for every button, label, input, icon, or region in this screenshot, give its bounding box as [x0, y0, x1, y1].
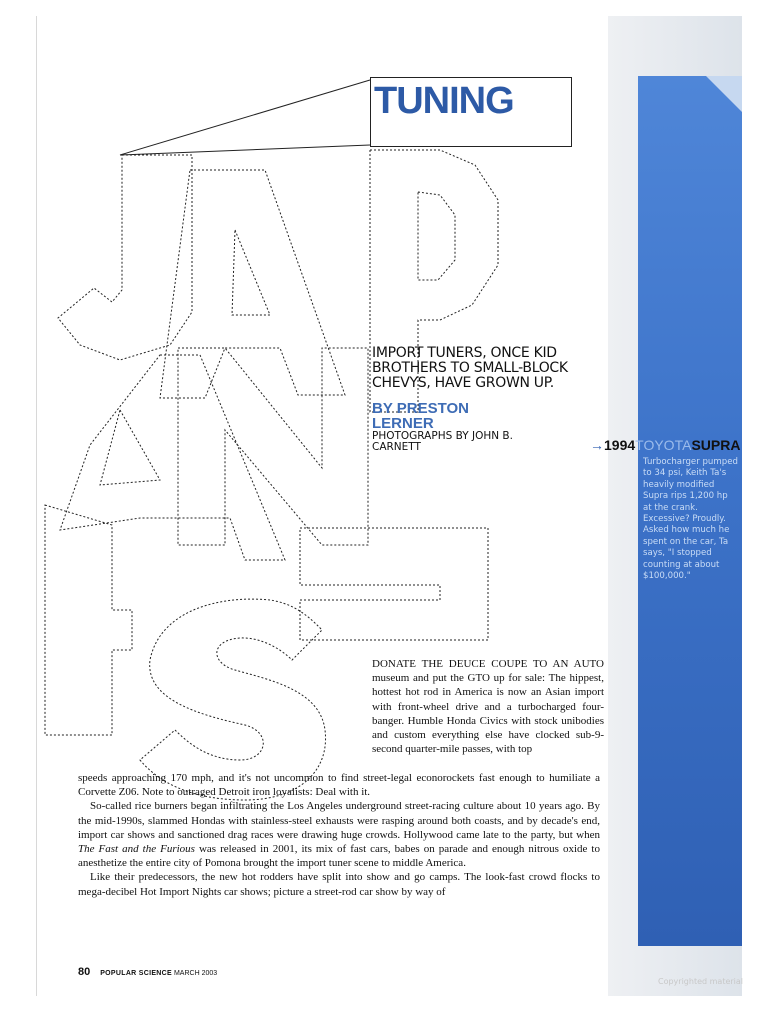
page-footer	[78, 966, 217, 978]
headline-tuning: TUNING	[374, 80, 514, 122]
perspective-line-bottom	[120, 145, 370, 155]
car-make: TOYOTA	[635, 437, 692, 453]
letter-a1-counter	[232, 230, 270, 315]
letter-a2-outline	[60, 355, 285, 560]
arrow-right-icon: →	[590, 437, 604, 453]
subheadline: IMPORT TUNERS, ONCE KID BROTHERS TO SMALL-BLOCK CHEVYS, HAVE GROWN UP.	[372, 345, 568, 391]
perspective-line-top	[120, 80, 370, 155]
car-year: 1994	[604, 437, 636, 453]
car-label	[590, 437, 740, 453]
issue-date: MARCH 2003	[173, 970, 218, 977]
article-paragraph-2: So-called rice burners began infiltrating the Los Angeles underground street-racing culture about 10 years ago. By the mid-1990s, slammed Hondas with stainless-steel exhausts were rasping around both coasts, and by decade's end, import car shows and sanctioned drag races were drawing huge crowds. Hollywood came late to the party, but when The Fast and the Furious was released in 2001, its mix of fast cars, babes on parade and enough nitrous oxide to anesthetize the entire city of Pomona brought the import tuner scene to middle America.	[78, 800, 600, 870]
photo-caption: Turbocharger pumped to 34 psi, Keith Ta's heavily modified Supra rips 1,200 hp at the crank. Excessive? Proudly. Asked how much he spent on the car, Ta says, "I stopped counting at about $100,000."	[643, 457, 738, 582]
letter-e2-outline	[45, 505, 132, 735]
letter-p-counter	[418, 192, 455, 280]
photo-credit: PHOTOGRAPHS BY JOHN B. CARNETT	[372, 430, 513, 453]
page-number: 80	[78, 966, 91, 978]
article-lead: DONATE THE DEUCE COUPE TO AN AUTO museum and put the GTO up for sale: The hippest, hottest hot rod in America is now an Asian import with front-wheel drive and a turbocharged four-banger. Humble Honda Civics with stock unibodies and custom everything else have clocked sub-9-second quarter-mile passes, with top	[372, 658, 604, 756]
byline: BY PRESTON LERNER	[372, 400, 469, 432]
letter-s-outline	[140, 599, 326, 800]
copyright-notice: Copyrighted material	[658, 977, 744, 986]
article-paragraph-3: Like their predecessors, the new hot rodders have split into show and go camps. The look-fast crowd flocks to mega-decibel Hot Import Nights car shows; picture a street-rod car show by way of	[78, 871, 600, 898]
letter-a1-outline	[160, 170, 345, 398]
film-title: The Fast and the Furious	[78, 843, 195, 856]
letter-j-outline	[58, 155, 192, 360]
car-model: SUPRA	[691, 437, 741, 453]
article-lead-continued: speeds approaching 170 mph, and it's not uncommon to find street-legal econorockets fast enough to humiliate a Corvette Z06. Note to outraged Detroit iron loyalists: Deal with it.	[78, 772, 600, 799]
magazine-name: POPULAR SCIENCE	[100, 970, 172, 977]
article-body	[78, 771, 600, 899]
article-lead-column	[372, 657, 604, 756]
letter-n-outline	[178, 348, 368, 545]
